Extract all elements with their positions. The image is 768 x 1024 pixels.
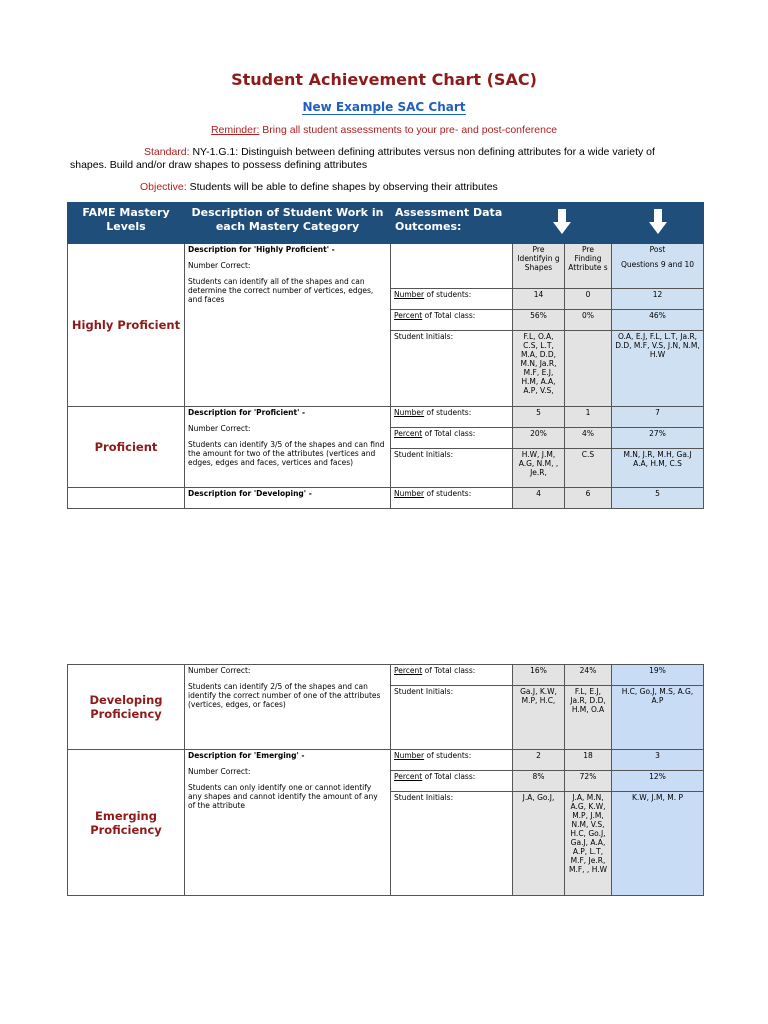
cell-initials: H.W, J.M, A.G, N.M, , Je.R, [513, 449, 565, 488]
level-emerging: Emerging Proficiency [68, 750, 185, 896]
empty-cell [391, 244, 513, 289]
level-proficient: Proficient [68, 407, 185, 488]
student-initials-label: Student Initials: [391, 449, 513, 488]
cell-initials: J.A, M.N, A.G, K.W, M.P, J.M, N.M, V.S, H.C, Go.J, Ga.J, A.A, A.P, L.T, M.F, Je.R, M.F, , H.W [565, 792, 612, 896]
reminder-text: Bring all student assessments to your pre- and post-conference [259, 124, 558, 136]
number-correct-label: Number Correct: [188, 666, 251, 675]
level-highly-proficient: Highly Proficient [68, 244, 185, 407]
percent-class-label: Percent of Total class: [391, 665, 513, 686]
post-title: Post [649, 245, 666, 254]
number-students-label: Number of students: [391, 750, 513, 771]
cell-initials: J.A, Go.J, [513, 792, 565, 896]
desc-title: Description for 'Proficient' - [188, 408, 306, 417]
cell-value: 5 [513, 407, 565, 428]
table-header-row [68, 203, 704, 244]
page-title: Student Achievement Chart (SAC) [231, 70, 537, 89]
assessment-post [612, 244, 704, 289]
header-description: Description of Student Work in each Mastery Category [185, 203, 391, 244]
student-initials-label: Student Initials: [391, 686, 513, 750]
header-assessment-outcomes: Assessment Data Outcomes: [391, 203, 513, 244]
standard-text: NY-1.G.1: Distinguish between defining attributes versus non defining attributes for a wide variety of shapes. Build and/or draw shapes to possess defining attributes [70, 146, 655, 171]
cell-value: 14 [513, 289, 565, 310]
number-correct-label: Number Correct: [188, 767, 251, 776]
header-mastery-levels: FAME Mastery Levels [68, 203, 185, 244]
post-subtitle: Questions 9 and 10 [620, 260, 695, 269]
objective-text: Students will be able to define shapes by observing their attributes [186, 181, 498, 193]
level-developing: Developing Proficiency [68, 665, 185, 750]
cell-value: 72% [565, 771, 612, 792]
student-initials-label: Student Initials: [391, 331, 513, 407]
cell-initials: K.W, J.M, M. P [612, 792, 704, 896]
cell-initials: H.C, Go.J, M.S, A.G, A.P [612, 686, 704, 750]
cell-value: 18 [565, 750, 612, 771]
assessment-pre-identifying: Pre Identifyin g Shapes [513, 244, 565, 289]
cell-value: 1 [565, 407, 612, 428]
number-students-label: Number of students: [391, 289, 513, 310]
desc-highly-proficient [185, 244, 391, 407]
cell-initials: M.N, J.R, M.H, Ga.J A.A, H.M, C.S [612, 449, 704, 488]
desc-proficient [185, 407, 391, 488]
desc-text: Students can only identify one or cannot identify any shapes and cannot identify the amount of any of the attribute [188, 783, 378, 810]
cell-value: 16% [513, 665, 565, 686]
desc-text: Students can identify all of the shapes and can determine the correct number of vertices, edges, and faces [188, 277, 374, 304]
standard-label: Standard: [144, 146, 190, 158]
desc-title: Description for 'Developing' - [188, 489, 312, 498]
table-row [68, 244, 704, 289]
cell-value: 7 [612, 407, 704, 428]
sac-table-top [67, 202, 704, 509]
cell-value: 56% [513, 310, 565, 331]
reminder-line [0, 124, 768, 136]
arrow-cell-pre [513, 203, 612, 244]
cell-value: 4 [513, 488, 565, 509]
number-correct-label: Number Correct: [188, 261, 251, 270]
table-row [68, 488, 704, 509]
cell-value: 2 [513, 750, 565, 771]
cell-initials: F.L, E.J, Ja.R, D.D, H.M, O.A [565, 686, 612, 750]
cell-value: 12% [612, 771, 704, 792]
arrow-cell-post [612, 203, 704, 244]
desc-developing [185, 665, 391, 750]
cell-value: 8% [513, 771, 565, 792]
cell-initials: Ga.J, K.W, M.P, H.C, [513, 686, 565, 750]
cell-initials: F.L, O.A, C.S, L.T, M.A, D.D, M.N, Ja.R, M.F, E.J, H.M, A.A, A.P, V.S, [513, 331, 565, 407]
percent-class-label: Percent of Total class: [391, 428, 513, 449]
percent-class-label: Percent of Total class: [391, 310, 513, 331]
cell-value: 27% [612, 428, 704, 449]
cell-value: 6 [565, 488, 612, 509]
table-row [68, 665, 704, 686]
cell-initials [565, 331, 612, 407]
subtitle-link[interactable]: New Example SAC Chart [302, 100, 466, 114]
cell-initials: C.S [565, 449, 612, 488]
objective-label: Objective: [140, 181, 187, 193]
number-students-label: Number of students: [391, 407, 513, 428]
assessment-pre-finding: Pre Finding Attribute s [565, 244, 612, 289]
reminder-label: Reminder: [210, 124, 260, 136]
desc-title: Description for 'Emerging' - [188, 751, 305, 760]
page-subtitle [0, 100, 768, 114]
cell-value: 5 [612, 488, 704, 509]
desc-emerging [185, 750, 391, 896]
objective-line [140, 181, 498, 193]
table-row [68, 750, 704, 771]
cell-value: 20% [513, 428, 565, 449]
desc-text: Students can identify 3/5 of the shapes and can find the amount for two of the attributes (vertices and edges, edges and faces, vertices and faces) [188, 440, 385, 467]
desc-text: Students can identify 2/5 of the shapes and can identify the correct number of one of the attributes (vertices, edges, or faces) [188, 682, 381, 709]
percent-class-label: Percent of Total class: [391, 771, 513, 792]
cell-value: 4% [565, 428, 612, 449]
cell-value: 19% [612, 665, 704, 686]
cell-value: 3 [612, 750, 704, 771]
down-arrow-icon [649, 209, 667, 235]
cell-value: 24% [565, 665, 612, 686]
desc-title: Description for 'Highly Proficient' - [188, 245, 335, 254]
down-arrow-icon [553, 209, 571, 235]
desc-developing-title [185, 488, 391, 509]
cell-initials: O.A, E.J, F.L, L.T, Ja.R, D.D, M.F, V.S, J.N, N.M, H.W [612, 331, 704, 407]
cell-value: 46% [612, 310, 704, 331]
table-row [68, 407, 704, 428]
student-initials-label: Student Initials: [391, 792, 513, 896]
cell-value: 0% [565, 310, 612, 331]
empty-cell [68, 488, 185, 509]
cell-value: 12 [612, 289, 704, 310]
standard-line [70, 146, 690, 171]
number-correct-label: Number Correct: [188, 424, 251, 433]
number-students-label: Number of students: [391, 488, 513, 509]
sac-table-bottom [67, 664, 704, 896]
cell-value: 0 [565, 289, 612, 310]
